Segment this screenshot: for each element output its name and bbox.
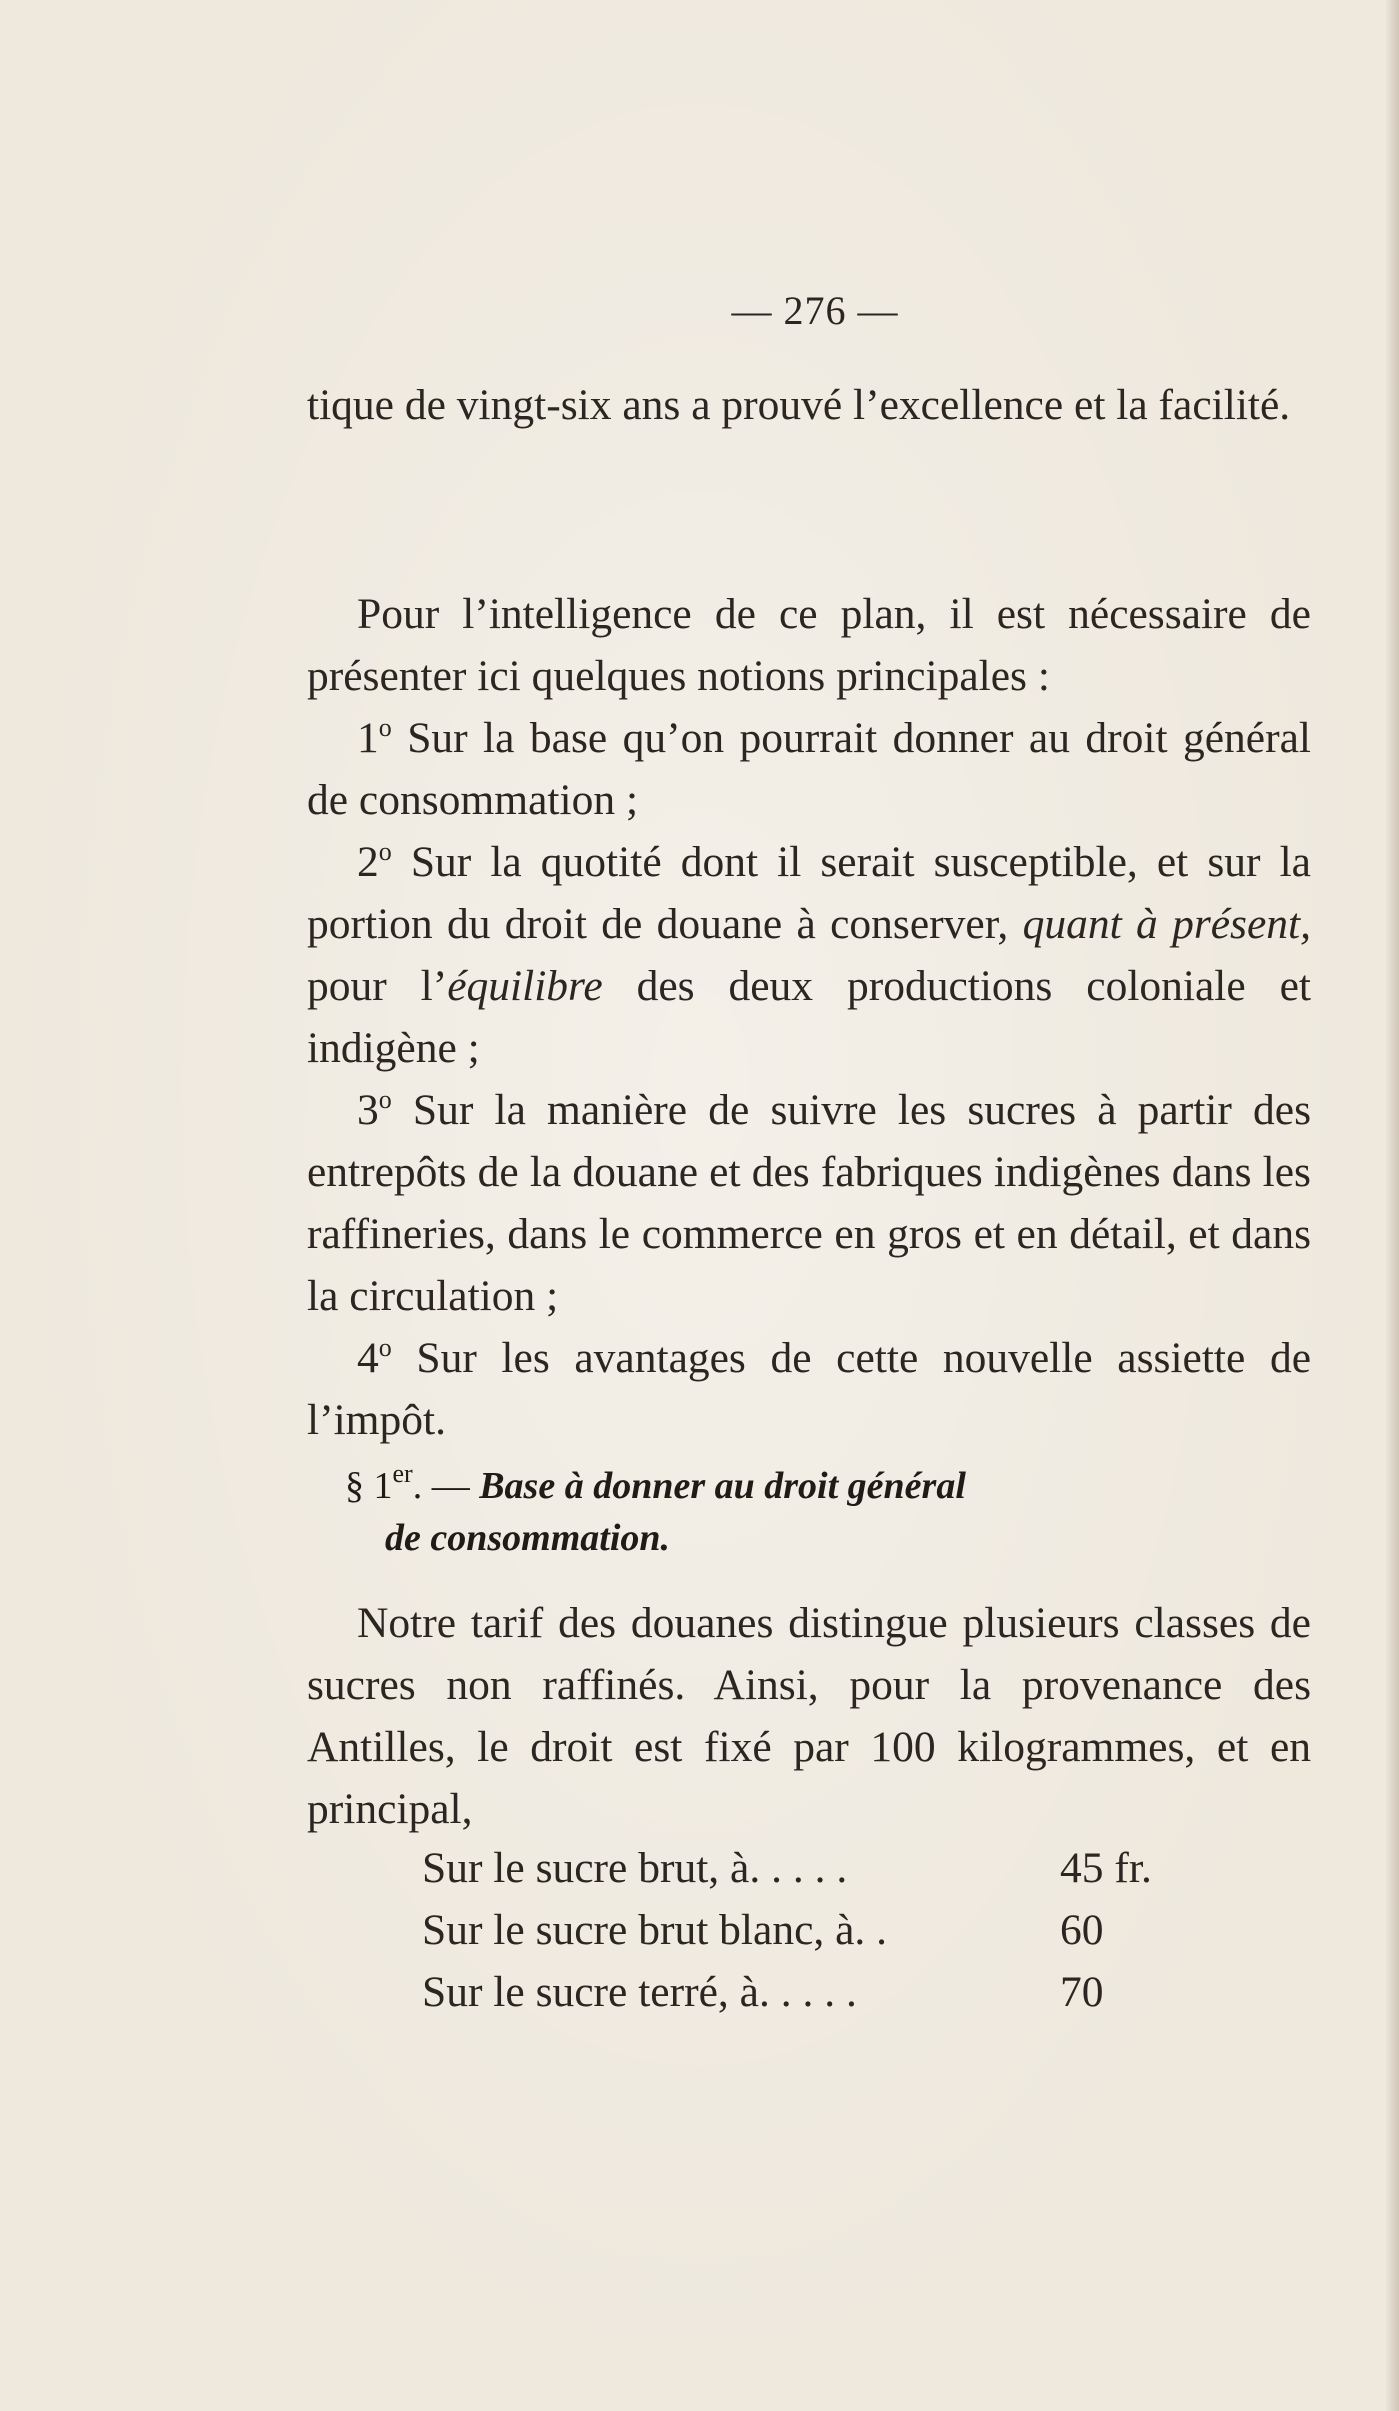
degree-mark: o — [378, 1085, 392, 1114]
list-item-4 — [307, 1327, 1311, 1451]
degree-mark: o — [378, 1333, 392, 1362]
section-title-line1: Base à donner au droit général — [479, 1465, 966, 1507]
price-value: 45 fr. — [1060, 1844, 1152, 1892]
opening-paragraph-block — [307, 374, 1311, 436]
section-heading — [345, 1460, 1295, 1564]
list-number: 4 — [357, 1334, 379, 1382]
price-label: Sur le sucre brut blanc, à. . — [422, 1906, 888, 1954]
price-row — [422, 1837, 1152, 1899]
list-item-3 — [307, 1079, 1311, 1327]
page-number: — 276 — — [731, 288, 899, 333]
section-title-line2: de consommation. — [385, 1517, 671, 1559]
italic-text: équilibre — [447, 962, 603, 1010]
section-sign: § 1 — [345, 1465, 393, 1507]
list-text: Sur la quotité dont il serait susceptible, et sur la portion du droit de douane à conserver, — [307, 838, 1311, 948]
list-text: Sur les avantages de cette nouvelle assiette de l’impôt. — [307, 1334, 1311, 1444]
degree-mark: o — [378, 837, 392, 866]
page-edge-shadow — [1385, 0, 1399, 2411]
degree-mark: o — [378, 713, 392, 742]
list-text: pour l’ — [307, 962, 448, 1010]
italic-text: quant à présent, — [1022, 900, 1311, 948]
list-item-2 — [307, 831, 1311, 1079]
notions-block — [307, 583, 1311, 1451]
list-number: 2 — [357, 838, 379, 886]
section-dash: . — — [412, 1465, 480, 1507]
list-text: Sur la manière de suivre les sucres à partir des entrepôts de la douane et des fabriques indigènes dans les raffineries, dans le commerce en gros et en détail, et dans la circulation ; — [307, 1086, 1312, 1320]
list-item-1 — [307, 707, 1311, 831]
price-label: Sur le sucre terré, à. . . . . — [422, 1968, 857, 2016]
price-value: 70 — [1060, 1968, 1104, 2016]
list-number: 3 — [357, 1086, 379, 1134]
section-sup: er — [392, 1459, 413, 1488]
price-value: 60 — [1060, 1906, 1104, 1954]
price-label: Sur le sucre brut, à. . . . . — [422, 1844, 848, 1892]
tariff-block — [307, 1592, 1311, 1840]
price-row — [422, 1899, 1104, 1961]
paragraph-intro: Pour l’intelligence de ce plan, il est nécessaire de présenter ici quelques notions principales : — [307, 590, 1311, 700]
list-number: 1 — [357, 714, 379, 762]
list-text: Sur la base qu’on pourrait donner au droit général de consommation ; — [307, 714, 1311, 824]
price-row — [422, 1961, 1104, 2023]
list-text: des deux productions coloniale et indigène ; — [307, 962, 1312, 1072]
paragraph-continuation: tique de vingt-six ans a prouvé l’excellence et la facilité. — [307, 381, 1291, 429]
paragraph-tariff: Notre tarif des douanes distingue plusieurs classes de sucres non raffinés. Ainsi, pour la provenance des Antilles, le droit est fixé par 100 kilogrammes, et en principal, — [307, 1599, 1311, 1833]
